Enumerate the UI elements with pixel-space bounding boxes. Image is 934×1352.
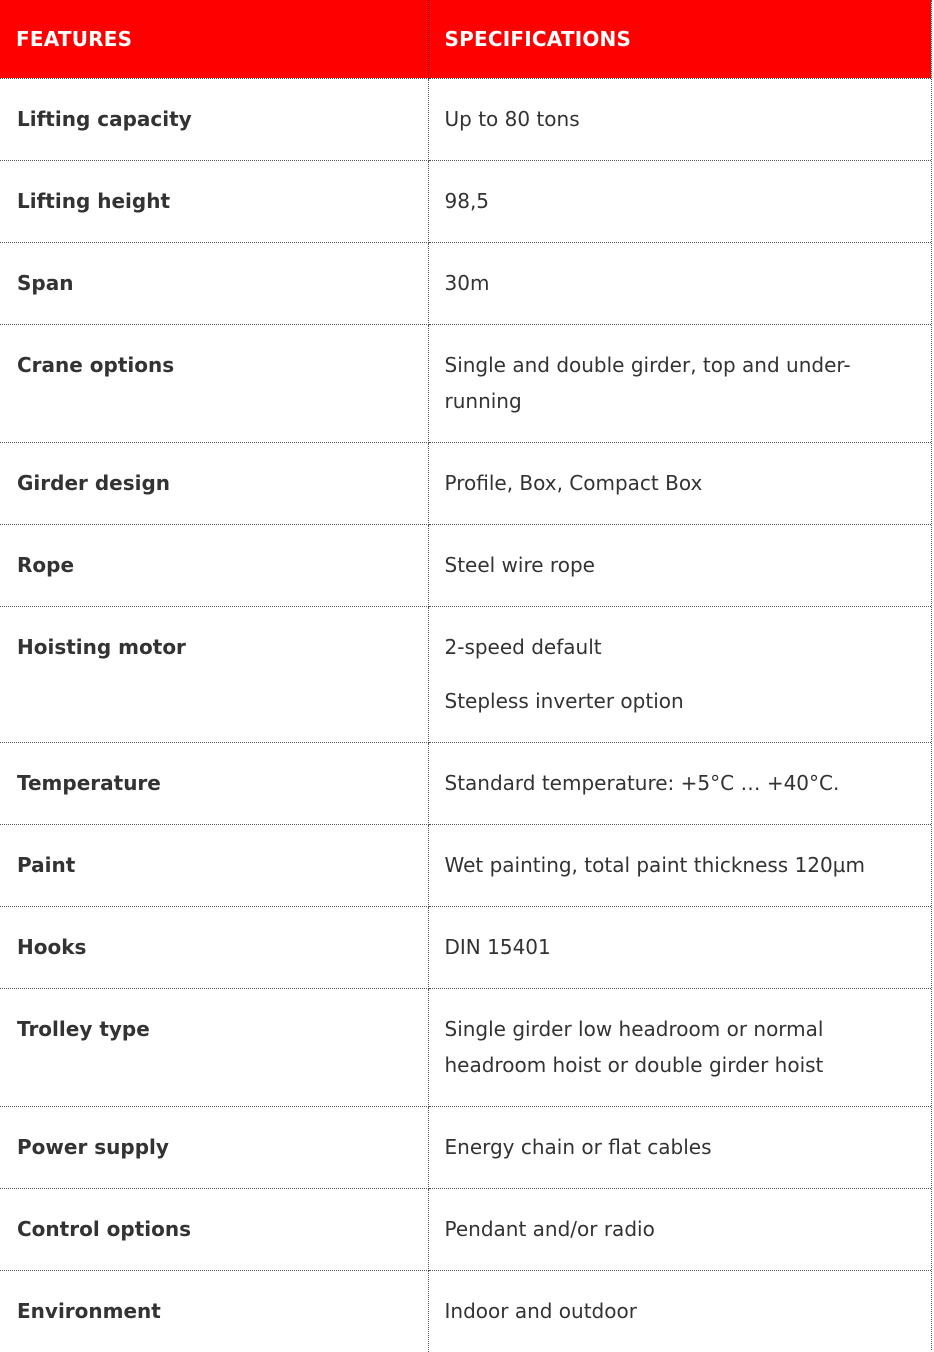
spec-text: Pendant and/or radio (444, 1216, 655, 1241)
feature-cell: Environment (0, 1270, 428, 1352)
spec-text: Steel wire rope (444, 552, 595, 577)
spec-text: Up to 80 tons (444, 106, 580, 131)
table-row (0, 160, 931, 242)
table-row (0, 324, 931, 442)
spec-cell (428, 988, 931, 1106)
feature-cell: Lifting capacity (0, 78, 428, 160)
spec-text: 2-speed default (444, 634, 602, 659)
table-right-border (931, 0, 932, 1350)
spec-cell (428, 324, 931, 442)
spec-cell (428, 1188, 931, 1270)
spec-text: Single girder low headroom or normal headroom hoist or double girder hoist (444, 1016, 824, 1077)
spec-cell (428, 906, 931, 988)
feature-cell: Crane options (0, 324, 428, 442)
table-row (0, 824, 931, 906)
spec-cell (428, 742, 931, 824)
feature-cell: Lifting height (0, 160, 428, 242)
spec-cell (428, 78, 931, 160)
spec-cell (428, 824, 931, 906)
table-header (0, 0, 931, 78)
feature-cell: Temperature (0, 742, 428, 824)
feature-cell: Rope (0, 524, 428, 606)
table-body (0, 78, 931, 1352)
spec-cell (428, 606, 931, 742)
spec-text: 98,5 (444, 188, 490, 213)
table-row (0, 1270, 931, 1352)
spec-cell (428, 242, 931, 324)
feature-cell: Girder design (0, 442, 428, 524)
feature-cell: Hooks (0, 906, 428, 988)
spec-text: DIN 15401 (444, 934, 551, 959)
table-row (0, 1188, 931, 1270)
feature-cell: Span (0, 242, 428, 324)
spec-text: Energy chain or flat cables (444, 1134, 712, 1159)
spec-text: Standard temperature: +5°C … +40°C. (444, 770, 840, 795)
spec-cell (428, 524, 931, 606)
specifications-column-header: SPECIFICATIONS (428, 0, 931, 78)
feature-cell: Hoisting motor (0, 606, 428, 742)
table-row (0, 988, 931, 1106)
spec-text: Indoor and outdoor (444, 1298, 637, 1323)
spec-text: Profile, Box, Compact Box (444, 470, 703, 495)
table-row (0, 1106, 931, 1188)
spec-cell (428, 1106, 931, 1188)
spec-cell (428, 160, 931, 242)
header-row (0, 0, 931, 78)
table-row (0, 906, 931, 988)
spec-text: 30m (444, 270, 490, 295)
spec-cell (428, 442, 931, 524)
table-row (0, 78, 931, 160)
table-row (0, 524, 931, 606)
spec-text: Wet painting, total paint thickness 120µm (444, 852, 865, 877)
feature-cell: Power supply (0, 1106, 428, 1188)
feature-cell: Control options (0, 1188, 428, 1270)
features-column-header: FEATURES (0, 0, 428, 78)
spec-text: Single and double girder, top and under-running (444, 352, 851, 413)
spec-cell (428, 1270, 931, 1352)
table-row (0, 442, 931, 524)
feature-cell: Paint (0, 824, 428, 906)
table-row (0, 242, 931, 324)
table-row (0, 742, 931, 824)
spec-text: Stepless inverter option (444, 688, 684, 713)
table-row (0, 606, 931, 742)
feature-cell: Trolley type (0, 988, 428, 1106)
